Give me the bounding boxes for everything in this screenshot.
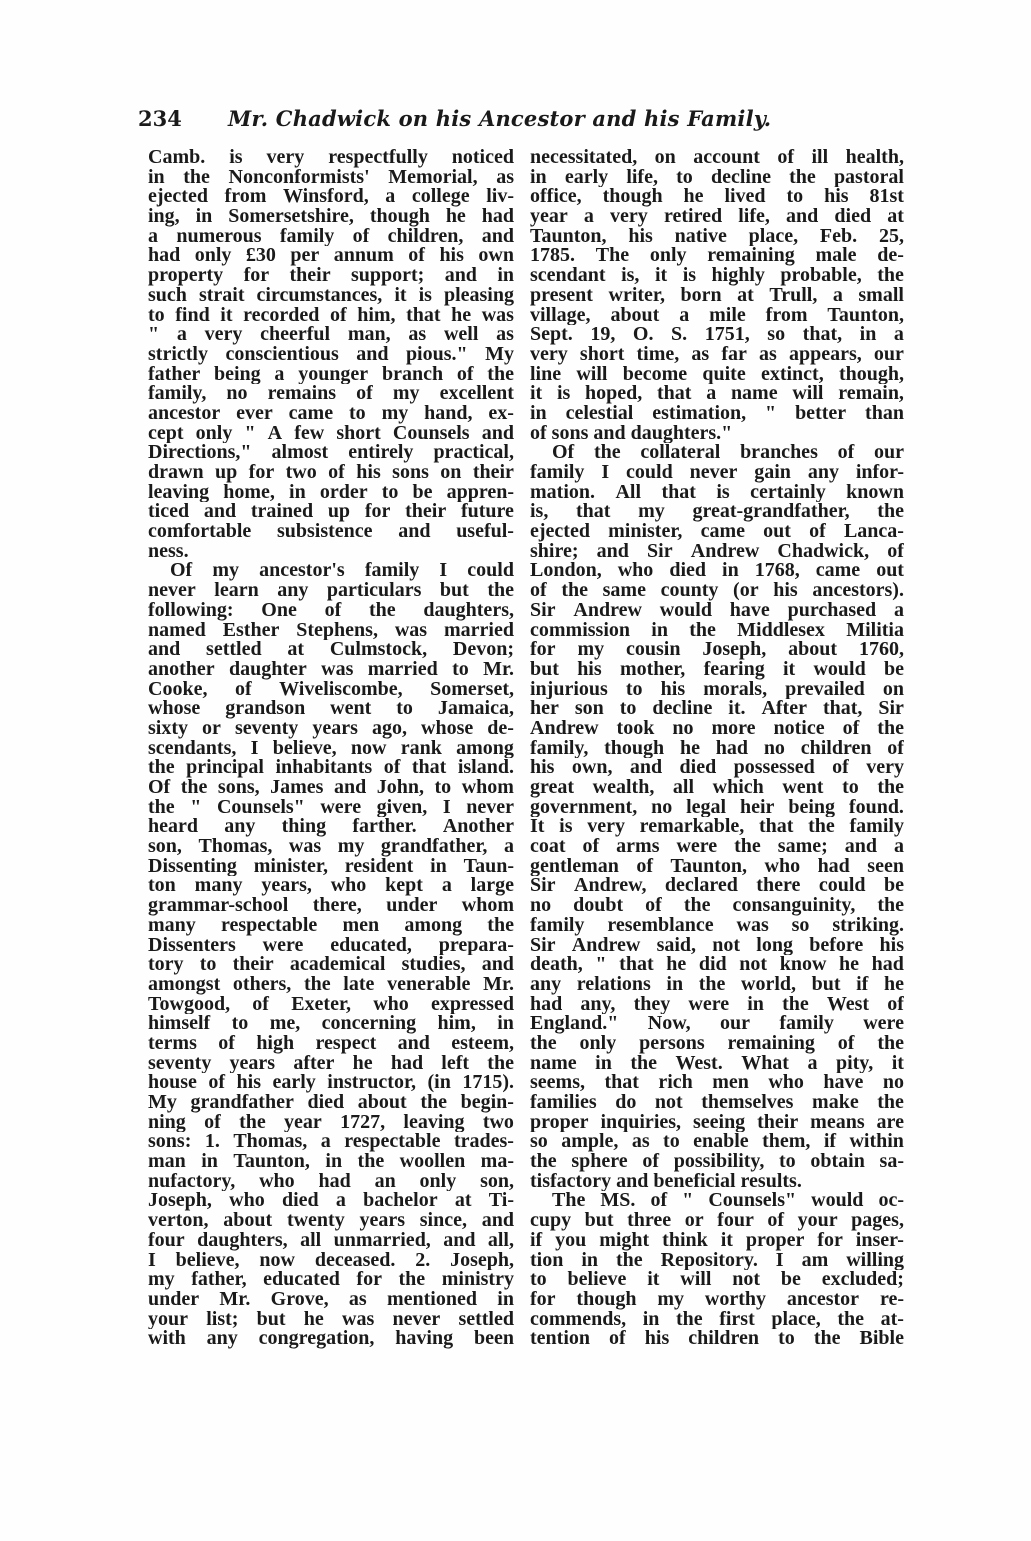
text-line: for though my worthy ancestor re- — [530, 1289, 904, 1310]
text-line: Directions," almost entirely practical, — [148, 443, 514, 463]
text-line: had only £30 per annum of his own — [148, 246, 514, 267]
text-line: Andrew took no more notice of the — [530, 718, 904, 739]
text-line: name in the West. What a pity, it — [530, 1053, 904, 1074]
text-line: a numerous family of children, and — [148, 226, 514, 247]
text-line: following: One of the daughters, — [148, 600, 514, 621]
page-number: 234 — [138, 106, 182, 131]
text-line: tention of his children to the Bible — [530, 1329, 904, 1349]
text-line: property for their support; and in — [148, 266, 514, 286]
text-line: The MS. of " Counsels" would oc- — [552, 1191, 904, 1212]
text-line: in the Nonconformists' Memorial, as — [148, 167, 514, 188]
text-line: the principal inhabitants of that island. — [148, 758, 514, 778]
text-line: Sir Andrew, declared there could be — [530, 876, 904, 897]
text-line: heard any thing farther. Another — [148, 817, 514, 838]
text-line: himself to me, concerning him, in — [148, 1014, 514, 1034]
text-line: 1785. The only remaining male de- — [530, 246, 904, 267]
text-line: your list; but he was never settled — [148, 1309, 514, 1330]
text-line: strictly conscientious and pious." My — [148, 344, 514, 365]
text-line: whose grandson went to Jamaica, — [148, 699, 514, 719]
text-line: Sir Andrew would have purchased a — [530, 600, 904, 621]
text-line: commission in the Middlesex Militia — [530, 620, 904, 641]
text-line: another daughter was married to Mr. — [148, 659, 514, 680]
text-line: very short time, as far as appears, our — [530, 344, 904, 365]
text-line: year a very retired life, and died at — [530, 207, 904, 227]
text-line: and settled at Culmstock, Devon; — [148, 640, 514, 660]
text-line: office, though he lived to his 81st — [530, 187, 904, 208]
running-title: Mr. Chadwick on his Ancestor and his Family. — [228, 106, 772, 131]
text-line: such strait circumstances, it is pleasing — [148, 285, 514, 306]
text-line: London, who died in 1768, came out — [530, 561, 904, 582]
left-text-column — [148, 148, 514, 1349]
text-line: Cooke, of Wiveliscombe, Somerset, — [148, 679, 514, 700]
text-line: so ample, as to enable them, if within — [530, 1132, 904, 1153]
text-line: family resemblance was so striking. — [530, 915, 904, 936]
text-line: four daughters, all unmarried, and all, — [148, 1230, 514, 1251]
text-line: mation. All that is certainly known — [530, 482, 904, 503]
text-line: ing, in Somersetshire, though he had — [148, 207, 514, 227]
text-line: son, Thomas, was my grandfather, a — [148, 837, 514, 857]
text-line: father being a younger branch of the — [148, 364, 514, 385]
text-line: necessitated, on account of ill health, — [530, 148, 904, 168]
text-line: tion in the Repository. I am willing — [530, 1250, 904, 1271]
text-line: it is hoped, that a name will remain, — [530, 384, 904, 404]
text-line: village, about a mile from Taunton, — [530, 305, 904, 326]
text-line: Of my ancestor's family I could — [170, 561, 514, 582]
text-line: Dissenters were educated, prepara- — [148, 935, 514, 956]
text-line: the sphere of possibility, to obtain sa- — [530, 1152, 904, 1172]
text-line: cupy but three or four of your pages, — [530, 1211, 904, 1231]
text-line: line will become quite extinct, though, — [530, 364, 904, 385]
text-line: sixty or seventy years ago, whose de- — [148, 718, 514, 739]
text-line: coat of arms were the same; and a — [530, 837, 904, 857]
text-line: is, that my great-grandfather, the — [530, 502, 904, 523]
text-line: the " Counsels" were given, I never — [148, 797, 514, 818]
text-line: Of the sons, James and John, to whom — [148, 778, 514, 798]
text-line: leaving home, in order to be appren- — [148, 482, 514, 503]
text-line: Of the collateral branches of our — [552, 443, 904, 463]
text-line: if you might think it proper for inser- — [530, 1230, 904, 1251]
text-line: her son to decline it. After that, Sir — [530, 699, 904, 719]
text-line: I believe, now deceased. 2. Joseph, — [148, 1250, 514, 1271]
text-line: many respectable men among the — [148, 915, 514, 936]
text-line: government, no legal heir being found. — [530, 797, 904, 818]
text-line: family I could never gain any infor- — [530, 463, 904, 483]
text-line: " a very cheerful man, as well as — [148, 325, 514, 345]
text-line: family, though he had no children of — [530, 738, 904, 759]
text-line: Towgood, of Exeter, who expressed — [148, 994, 514, 1015]
text-line: for my cousin Joseph, about 1760, — [530, 640, 904, 660]
text-line: never learn any particulars but the — [148, 581, 514, 601]
text-line: Taunton, his native place, Feb. 25, — [530, 226, 904, 247]
text-line: ness. — [148, 541, 189, 562]
text-line: any relations in the world, but if he — [530, 974, 904, 995]
text-line: death, " that he did not know he had — [530, 955, 904, 975]
text-line: his own, and died possessed of very — [530, 758, 904, 778]
page-header — [138, 106, 908, 146]
right-text-column — [530, 148, 904, 1349]
text-line: with any congregation, having been — [148, 1329, 514, 1349]
text-line: ticed and trained up for their future — [148, 502, 514, 523]
text-line: tory to their academical studies, and — [148, 955, 514, 975]
text-line: cept only " A few short Counsels and — [148, 423, 514, 444]
text-line: seventy years after he had left the — [148, 1053, 514, 1074]
text-line: Dissenting minister, resident in Taun- — [148, 856, 514, 877]
text-line: the only persons remaining of the — [530, 1033, 904, 1054]
text-line: injurious to his morals, prevailed on — [530, 679, 904, 700]
text-line: under Mr. Grove, as mentioned in — [148, 1289, 514, 1310]
text-line: tisfactory and beneficial results. — [530, 1171, 802, 1192]
text-line: My grandfather died about the begin- — [148, 1093, 514, 1113]
text-line: my father, educated for the ministry — [148, 1270, 514, 1290]
text-line: proper inquiries, seeing their means are — [530, 1112, 904, 1133]
text-line: ton many years, who kept a large — [148, 876, 514, 897]
text-line: of sons and daughters." — [530, 423, 733, 444]
text-line: drawn up for two of his sons on their — [148, 463, 514, 483]
text-line: to find it recorded of him, that he was — [148, 305, 514, 326]
text-line: It is very remarkable, that the family — [530, 817, 904, 838]
text-line: seems, that rich men who have no — [530, 1073, 904, 1093]
text-line: Sir Andrew said, not long before his — [530, 935, 904, 956]
text-line: Sept. 19, O. S. 1751, so that, in a — [530, 325, 904, 345]
text-line: house of his early instructor, (in 1715). — [148, 1073, 514, 1093]
text-line: verton, about twenty years since, and — [148, 1211, 514, 1231]
text-line: amongst others, the late venerable Mr. — [148, 974, 514, 995]
text-line: shire; and Sir Andrew Chadwick, of — [530, 541, 904, 562]
text-line: commends, in the first place, the at- — [530, 1309, 904, 1330]
text-line: present writer, born at Trull, a small — [530, 285, 904, 306]
text-line: grammar-school there, under whom — [148, 896, 514, 916]
text-line: scendants, I believe, now rank among — [148, 738, 514, 759]
text-line: of the same county (or his ancestors). — [530, 581, 904, 601]
text-line: no doubt of the consanguinity, the — [530, 896, 904, 916]
text-line: terms of high respect and esteem, — [148, 1033, 514, 1054]
text-line: man in Taunton, in the woollen ma- — [148, 1152, 514, 1172]
text-line: named Esther Stephens, was married — [148, 620, 514, 641]
text-line: family, no remains of my excellent — [148, 384, 514, 404]
text-line: sons: 1. Thomas, a respectable trades- — [148, 1132, 514, 1153]
text-line: scendant is, it is highly probable, the — [530, 266, 904, 286]
text-line: in early life, to decline the pastoral — [530, 167, 904, 188]
text-line: families do not themselves make the — [530, 1093, 904, 1113]
text-line: ejected minister, came out of Lanca- — [530, 522, 904, 542]
text-line: ning of the year 1727, leaving two — [148, 1112, 514, 1133]
text-line: in celestial estimation, " better than — [530, 403, 904, 424]
text-line: ancestor ever came to my hand, ex- — [148, 403, 514, 424]
text-line: gentleman of Taunton, who had seen — [530, 856, 904, 877]
text-line: Joseph, who died a bachelor at Ti- — [148, 1191, 514, 1212]
text-line: Camb. is very respectfully noticed — [148, 148, 514, 168]
text-line: England." Now, our family were — [530, 1014, 904, 1034]
text-line: to believe it will not be excluded; — [530, 1270, 904, 1290]
text-line: great wealth, all which went to the — [530, 778, 904, 798]
text-line: comfortable subsistence and useful- — [148, 522, 514, 542]
text-line: ejected from Winsford, a college liv- — [148, 187, 514, 208]
text-line: but his mother, fearing it would be — [530, 659, 904, 680]
text-line: nufactory, who had an only son, — [148, 1171, 514, 1192]
text-line: had any, they were in the West of — [530, 994, 904, 1015]
